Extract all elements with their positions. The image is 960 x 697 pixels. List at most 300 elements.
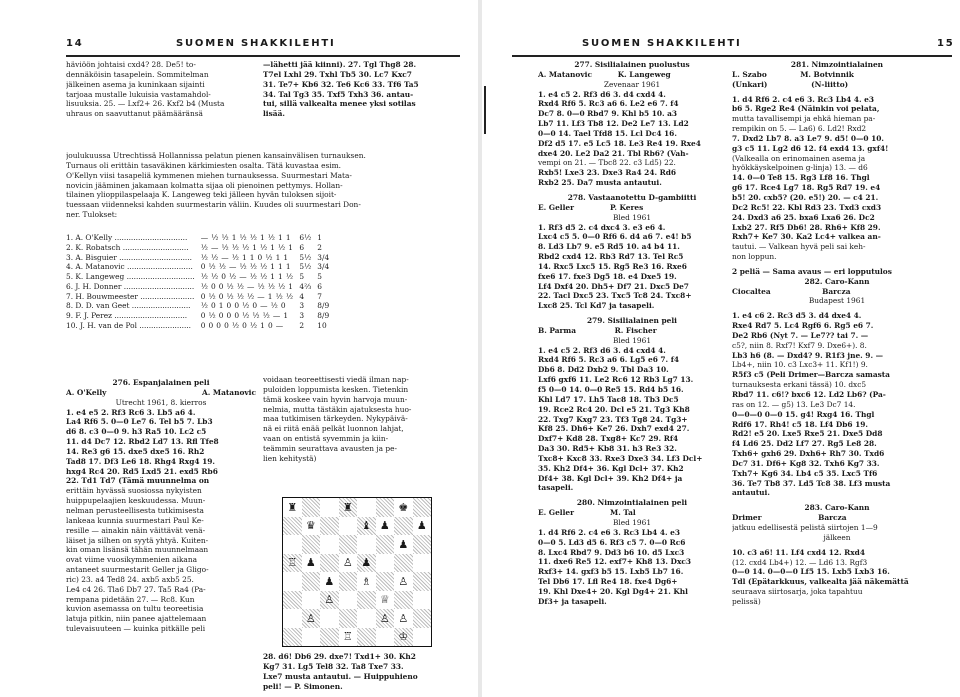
text-line: nelmia, mutta tästäkin ajatuksesta huo- (263, 404, 412, 414)
crosstable-scores: 0 ½ 0 0 0 ½ ½ ½ — 1 (200, 311, 289, 321)
text-line: 8. Lxc4 Rbd7 9. Dd3 b6 10. d5 Lxc3 (538, 547, 685, 557)
text-line: lisuuksia. 25. — Lxf2+ 26. Kxf2 b4 (Musta (66, 99, 225, 109)
crosstable-scores: ½ ½ 0 ½ — ½ ½ 1 1 ½ (200, 272, 294, 282)
board-square (394, 498, 413, 517)
text-line: B. Parma R. Fischer (538, 325, 657, 335)
chess-piece-icon: ♙ (398, 574, 409, 588)
text-line: 1. e4 c5 2. Rf3 d6 3. d4 cxd4 4. (538, 345, 666, 355)
text-line: jälkeinen asema ja kuninkaan sijainti (66, 79, 205, 89)
board-square (302, 517, 321, 536)
text-line: 31. Te7+ Kb6 32. Te6 Kc6 33. Tf6 Ta5 (263, 79, 419, 89)
move-line: 14. Re3 g6 15. dxe5 dxe5 16. Rh2 (66, 446, 205, 456)
board-square (376, 535, 395, 554)
game-title: 281. Nimzointialainen (790, 60, 884, 69)
crosstable-total: 6 (299, 242, 305, 252)
board-square (376, 628, 395, 647)
chess-piece-icon: ♟ (379, 519, 390, 533)
text-line: Rxf3+ 14. gxf3 b5 15. Lxb5 Lb7 16. (538, 567, 684, 577)
text-line: (Valkealla on erinomainen asema ja (732, 153, 866, 163)
board-square (302, 535, 321, 554)
left-col1-top (66, 60, 258, 120)
crosstable-row (63, 272, 332, 282)
text-line: Ciocaltea Barcza (732, 286, 851, 296)
chess-diagram-1 (282, 497, 432, 647)
game-event: Utrecht 1961, 8. kierros (115, 397, 207, 407)
text-line: maa tutkimisen tärkeyden. Nykypäivä- (263, 414, 408, 424)
crosstable-row (63, 233, 332, 243)
text-line: vempi on 21. — Tbc8 22. c3 Ld5) 22. (538, 158, 676, 168)
text-line: Df4+ 38. Kgl Dcl+ 39. Kh2 Df4+ ja (538, 473, 683, 483)
text-line: Lxc4 c5 5. 0—0 Rf6 6. d4 a6 7. e4! b5 (538, 232, 692, 242)
crosstable-row (63, 262, 332, 272)
board-square (320, 554, 339, 573)
board-square (394, 609, 413, 628)
crosstable-total: 4⅔ (299, 281, 312, 291)
text-line: 2 peliä — Sama avaus — eri lopputulos (732, 266, 892, 276)
board-square (413, 609, 432, 628)
text-line: f5 0—0 14. 0—0 Re5 15. Rd4 b5 16. (538, 385, 684, 394)
board-square (302, 609, 321, 628)
crosstable-name: 2. K. Robatsch ............................ (66, 242, 189, 252)
text-line: voidaan teoreettisesti viedä ilman nap- (263, 375, 409, 384)
board-square (357, 628, 376, 647)
text-line: Dc7 31. Df6+ Kg8 32. Txh6 Kg7 33. (732, 458, 880, 468)
crosstable-row (63, 301, 332, 311)
crosstable (63, 233, 332, 331)
text-line: Txh6+ gxh6 29. Dxh6+ Rh7 30. Txd6 (732, 449, 885, 459)
board-square (357, 591, 376, 610)
chess-piece-icon: ♚ (398, 500, 409, 514)
text-line: rempikin on 5. — La6) 6. Ld2! Rxd2 (732, 124, 867, 134)
crosstable-scores: 0 0 0 0 ½ 0 ½ 1 0 — (200, 320, 284, 330)
crosstable-place: 6 (317, 281, 322, 291)
text-line: Tel Db6 17. Lfl Re4 18. fxe4 Dg6+ (538, 577, 678, 587)
text-line: Dc7 8. 0—0 Rbd7 9. Khl b5 10. a3 (538, 109, 678, 119)
crosstable-row (63, 253, 332, 263)
move-line: 22. Td1 Td7 (Tämä muunnelma on (66, 476, 210, 486)
chess-piece-icon: ♟ (305, 556, 316, 570)
text-line: 8. Ld3 Lb7 9. e5 Rd5 10. a4 b4 11. (538, 242, 680, 252)
chess-board-1 (282, 497, 432, 647)
crosstable-name: 6. J. H. Donner .............................. (66, 281, 195, 291)
text-line: (12. cxd4 Lb4+) 12. — Ld6 13. Rgf3 (732, 557, 868, 567)
board-square (394, 591, 413, 610)
crosstable-row (63, 321, 332, 331)
text-line: Df2 d5 17. e5 Lc5 18. Le3 Re4 19. Rxe4 (538, 138, 701, 148)
board-square (302, 498, 321, 517)
board-square (320, 591, 339, 610)
text-line: Lxf6 gxf6 11. Le2 Rc6 12 Rb3 Lg7 13. (538, 375, 694, 385)
text-line: Lb3 h6 (8. — Dxd4? 9. R1f3 jne. 9. — (732, 350, 883, 360)
crosstable-row (63, 243, 332, 253)
chess-piece-icon: ♙ (379, 611, 390, 625)
text-line: nä ei riitä enää pelkät luonnon lahjat, (263, 424, 404, 434)
text-line: vaan on entistä syvemmin ja kiin- (263, 434, 389, 444)
board-square (357, 554, 376, 573)
text-line: Bled 1961 (612, 517, 652, 527)
game-title: 277. Sisilialainen puolustus (574, 60, 690, 69)
text-line: Bled 1961 (612, 335, 652, 345)
game-276 (66, 378, 256, 684)
crosstable-row (63, 311, 332, 321)
text-line: tui, sillä valkealta menee yksi sotilas (263, 99, 416, 109)
crosstable-total: 3 (299, 311, 305, 321)
text-line: 34. Tal Tg3 35. Txf5 Txh3 36. antau- (263, 89, 414, 99)
text-line: 1. d4 Rf6 2. c4 e6 3. Rc3 Lb4 4. e3 (732, 94, 874, 104)
board-square (413, 554, 432, 573)
board-square (376, 609, 395, 628)
board-square (376, 572, 395, 591)
board-square (339, 517, 358, 536)
crosstable-name: 8. D. D. van Geet ......................... (66, 301, 191, 311)
move-line: kuvion asemassa on tultu teoreetisia (66, 604, 204, 614)
move-line: latuja pitkin, niin panee ajattelemaan (66, 614, 207, 624)
header-rule-left (66, 55, 460, 57)
text-line: tämä koskee vain hyvin harvoja muun- (263, 394, 408, 404)
left-col2-top (263, 60, 463, 120)
crosstable-total: 5½ (299, 262, 312, 272)
text-line: 19. Khl Dxe4+ 20. Kgl Dg4+ 21. Khl (538, 586, 688, 596)
move-line: ovat viime vuosikymmenien aikana (66, 555, 197, 565)
board-square (283, 517, 302, 536)
move-line: lankeaa kunnia suurmestari Paul Ke- (66, 515, 204, 525)
board-square (302, 572, 321, 591)
chess-piece-icon: ♙ (342, 556, 353, 570)
crosstable-total: 6½ (299, 233, 312, 242)
crosstable-scores: — ½ ½ 1 ½ ½ 1 ½ 1 1 (200, 233, 291, 242)
board-square (357, 498, 376, 517)
player-black: A. Matanovic (202, 387, 256, 397)
text-line: Rxh7+ Ke7 30. Ka2 Lc4+ valkea an- (732, 232, 881, 242)
board-square (413, 628, 432, 647)
chess-piece-icon: ♔ (398, 630, 409, 644)
text-line: f4 Ld6 25. Dd2 Lf7 27. Rg5 Le8 28. (732, 439, 877, 449)
move-line: 11. d4 Dc7 12. Rbd2 Ld7 13. Rfl Tfe8 (66, 437, 219, 447)
text-line: Rd2! e5 20. Lxe5 Rxe5 21. Dxe5 Dd8 (732, 429, 883, 439)
board-square (357, 572, 376, 591)
board-square (394, 554, 413, 573)
board-square (283, 572, 302, 591)
text-line: 10. c3 a6! 11. Lf4 cxd4 12. Rxd4 (732, 547, 865, 557)
crosstable-scores: ½ 0 0 ½ ½ — ½ ½ ½ 1 (200, 281, 294, 291)
chess-piece-icon: ♗ (361, 574, 372, 588)
board-square (376, 554, 395, 573)
left-page (0, 0, 478, 697)
crosstable-place: 3/4 (317, 262, 330, 272)
text-line: Lf4 Dxf4 20. Dh5+ Df7 21. Dxc5 De7 (538, 281, 689, 291)
crosstable-scores: ½ — ½ ½ ½ 1 ½ 1 ½ 1 (200, 242, 294, 252)
text-line: 7. Dxd2 Lb7 8. a3 Le7 9. d5! 0—0 10. (732, 133, 884, 143)
crosstable-place: 1 (317, 233, 322, 242)
board-square (394, 628, 413, 647)
board-square (283, 535, 302, 554)
text-line: L. Szabo M. Botvinnik (732, 69, 854, 79)
text-line: dxe4 20. Le2 Da2 21. Tbl Rb6? (Vah- (538, 148, 689, 158)
chess-piece-icon: ♜ (287, 500, 298, 514)
crosstable-place: 8/9 (317, 311, 330, 321)
crosstable-place: 8/9 (317, 301, 330, 311)
crosstable-name: 9. F. J. Perez ............................... (66, 311, 188, 321)
board-square (339, 609, 358, 628)
text-line: dennäköisin tasapelein. Sommitelman (66, 69, 209, 79)
text-line: Db6 8. Dd2 Dxb2 9. Tbl Da3 10. (538, 365, 669, 375)
text-line: tilainen ylioppilaspelaaja K. Langeweg teki jälleen hyvän tuloksen sijoit- (66, 190, 337, 200)
move-line: nelman perusteellisesta tutkimisesta (66, 505, 204, 515)
move-line: resille — ainakin näin väittävät venä- (66, 525, 206, 535)
chess-piece-icon: ♟ (398, 537, 409, 551)
text-line: O'Kellyn viisi tasapeliä kymmenen miehen turnauksessa. Suurmestari Mata- (66, 170, 352, 180)
text-line: peli! — P. Simonen. (263, 681, 343, 691)
text-line: joulukuussa Utrechtissä Hollannissa pelatun pienen kansainvälisen turnauksen. (66, 151, 366, 160)
text-line: Tdl (Epätarkkuus, valkealta jää näkemättä (732, 577, 909, 587)
board-square (283, 591, 302, 610)
running-head-left: SUOMEN SHAKKILEHTI (176, 38, 336, 49)
crosstable-scores: 0 ½ 0 ½ ½ ½ — 1 ½ ½ (200, 291, 294, 301)
text-line: 35. Kh2 Df4+ 36. Kgl Dcl+ 37. Kh2 (538, 463, 684, 473)
text-line: 14. Rxc5 Lxc5 15. Rg5 Re3 16. Rxe6 (538, 261, 687, 271)
board-square (302, 554, 321, 573)
text-line: 1. d4 Rf6 2. c4 e6 3. Rc3 Lb4 4. e3 (538, 527, 680, 537)
left-col2-bottom (263, 375, 463, 495)
board-square (320, 535, 339, 554)
crosstable-place: 10 (317, 320, 327, 330)
text-line: jatkuu edellisestä pelistä siirtojen 1—9 (732, 522, 878, 532)
board-square (320, 609, 339, 628)
board-square (376, 591, 395, 610)
chess-piece-icon: ♜ (342, 500, 353, 514)
board-square (283, 609, 302, 628)
board-square (320, 517, 339, 536)
text-line: —lähetti jää kiinni). 27. Tgl Thg8 28. (263, 60, 417, 69)
game-title: 283. Caro-Kann (804, 503, 870, 513)
text-line: Lxe7 musta antautui. — Huippuhieno (263, 671, 418, 681)
text-line: lien kehitystä) (263, 453, 317, 463)
game-title: 279. Sisilialainen peli (586, 316, 677, 326)
text-line: (Unkari) (N-liitto) (732, 79, 849, 89)
text-line: Rbd2 cxd4 12. Rb3 Rd7 13. Tel Rc5 (538, 252, 684, 262)
crosstable-total: 2 (299, 320, 305, 330)
text-line: tarjoaa mustalle lukuisia vastamahdol- (66, 89, 211, 99)
game-title: 282. Caro-Kann (804, 276, 870, 286)
text-line: Txh7+ Kg6 34. Lb4 c5 35. Lxc5 Tf6 (732, 468, 878, 478)
board-square (413, 572, 432, 591)
text-line: Kf8 25. Dh6+ Ke7 26. Dxh7 exd4 27. (538, 424, 690, 434)
header-rule-right (512, 55, 952, 57)
text-line: 0—0 14. 0—0—0 Lf5 15. Lxb5 Lxb3 16. (732, 567, 890, 577)
move-line: huippupelaajien keskuudessa. Muun- (66, 496, 206, 506)
move-line: antaneet suurmestarit Geller ja Gligo- (66, 565, 209, 575)
text-line: 22. Txg7 Kxg7 23. Tf3 Tg8 24. Tg3+ (538, 414, 688, 424)
crosstable-total: 3 (299, 301, 305, 311)
board-square (394, 535, 413, 554)
text-line: g3 c5 11. Lg2 d6 12. f4 exd4 13. gxf4! (732, 143, 889, 153)
text-line: tautui. — Valkean hyvä peli sai keh- (732, 242, 866, 252)
move-line: d6 8. c3 0—0 9. h3 Ra5 10. Lc2 c5 (66, 427, 207, 437)
move-line: kin oman lisänsä tähän muunnelmaan (66, 545, 209, 555)
move-line: hxg4 Rc4 20. Rd5 Lxd5 21. exd5 Rb6 (66, 466, 218, 476)
text-line: De2 Rb6 (Nyt 7. — Le7?? tai 7. — (732, 330, 869, 340)
crosstable-name: 5. K. Langeweg ............................. (66, 272, 195, 282)
board-square (320, 572, 339, 591)
text-line: 24. Dxd3 a6 25. bxa6 Lxa6 26. Dc2 (732, 212, 875, 222)
right-col2 (732, 60, 942, 690)
player-white: A. O'Kelly (66, 387, 107, 397)
move-line: erittäin hyvässä suosiossa nykyisten (66, 486, 202, 496)
text-line: 1. Rf3 d5 2. c4 dxc4 3. e3 e6 4. (538, 222, 666, 232)
text-line: Rxb5! Lxe3 23. Dxe3 Ra4 24. Rd6 (538, 168, 677, 178)
board-square (283, 628, 302, 647)
chess-piece-icon: ♟ (324, 574, 335, 588)
text-line: 14. 0—0 Te8 15. Rg3 Lf8 16. Thgl (732, 173, 870, 183)
text-line: Lxc8 25. Tcl Kd7 ja tasapeli. (538, 301, 655, 311)
text-line: seuraava siirtosarja, joka tapahtuu (732, 587, 863, 597)
text-line: teämmin seurattava avausten ja pe- (263, 443, 398, 453)
text-line: 36. Te7 Tb8 37. Ld5 Tc8 38. Lf3 musta (732, 478, 891, 488)
text-line: Lb4+, niin 10. c3 Lxc3+ 11. Kf1!) 9. (732, 360, 868, 370)
move-line: Le4 c4 26. Tla6 Db7 27. Ta5 Ra4 (Pa- (66, 584, 206, 594)
page-number-left: 14 (66, 38, 84, 49)
move-line: Tad8 17. Df3 Le6 18. Rhg4 Rxg4 19. (66, 456, 215, 466)
intro-paragraph (66, 151, 460, 225)
crosstable-name: 1. A. O'Kelly ............................... (66, 233, 188, 242)
board-square (320, 498, 339, 517)
board-square (339, 535, 358, 554)
text-line: puloiden loppumista kesken. Tietenkin (263, 384, 409, 394)
text-line: Dxf7+ Kd8 28. Txg8+ Kc7 29. Rf4 (538, 434, 679, 444)
text-line: Kg7 31. Lg5 Tel8 32. Ta8 Txe7 33. (263, 661, 404, 671)
chess-piece-icon: ♙ (398, 611, 409, 625)
crosstable-place: 7 (317, 291, 322, 301)
board-square (413, 498, 432, 517)
text-line: mutta tavallisempi ja ehkä hieman pa- (732, 114, 876, 124)
text-line: tasapeli. (538, 483, 574, 493)
text-line: Bled 1961 (612, 212, 652, 222)
text-line: antautui. (732, 488, 770, 498)
text-line: g6 17. Rce4 Lg7 18. Rg5 Rd7 19. e4 (732, 183, 881, 193)
right-page (482, 0, 960, 697)
text-line: novicin jääminen jakamaan kolmatta sijaa oli pienoinen pettymys. Hollan- (66, 180, 343, 190)
text-line: Rbd7 11. c6!? bxc6 12. Ld2 Lb6? (Pa- (732, 390, 886, 399)
text-line: pelissä) (732, 596, 761, 606)
chess-piece-icon: ♙ (305, 611, 316, 625)
text-line: non loppun. (732, 252, 777, 262)
crosstable-row (63, 292, 332, 302)
text-line: Da3 30. Rd5+ Kb8 31. h3 Re3 32. (538, 444, 677, 454)
text-line: tuessaan viidenneksi kahden suurmestarin väliin. Kuudes oli suurmestari Don- (66, 200, 361, 210)
text-line: Rxe4 Rd7 5. Lc4 Rgf6 6. Rg5 e6 7. (732, 321, 874, 331)
right-col1 (538, 60, 726, 690)
text-line: 1. e4 c6 2. Rc3 d5 3. d4 dxe4 4. (732, 311, 862, 321)
crosstable-name: 4. A. Matanovic ............................ (66, 262, 193, 272)
chess-piece-icon: ♝ (361, 519, 372, 533)
text-line: fxe6 17. fxe3 Dg5 18. e4 Dxe5 19. (538, 271, 677, 281)
board-square (339, 554, 358, 573)
text-line: c5?, niin 8. Rxf7! Kxf7 9. Dxe6+). 8. (732, 340, 867, 350)
move-line: 1. e4 e5 2. Rf3 Rc6 3. Lb5 a6 4. (66, 407, 196, 417)
board-square (413, 591, 432, 610)
text-line: Drimer Barcza (732, 513, 847, 523)
crosstable-scores: 0 ½ ½ — ½ ½ ½ 1 1 1 (200, 262, 291, 272)
text-line: uhraus on saavuttanut päämääränsä (66, 109, 203, 119)
text-line: T7el Lxhl 29. Txhl Tb5 30. Lc7 Kxc7 (263, 69, 412, 79)
chess-piece-icon: ♟ (416, 519, 427, 533)
chess-piece-icon: ♕ (379, 593, 390, 607)
board-square (357, 535, 376, 554)
crosstable-name: 10. J. H. van de Pol ...................... (66, 320, 191, 330)
board-square (357, 609, 376, 628)
board-square (394, 517, 413, 536)
text-line: Rxb2 25. Da7 musta antautui. (538, 178, 662, 188)
text-line: 1. e4 c5 2. Rf3 d6 3. d4 cxd4 4. (538, 89, 666, 99)
crosstable-place: 2 (317, 242, 322, 252)
text-line: Zevenaar 1961 (603, 79, 661, 89)
text-line: Dc2 Rc5! 22. Kbl Rd3 23. Txd3 cxd3 (732, 202, 882, 212)
text-line: Khl Ld7 17. Lh5 Tac8 18. Tb3 Dc5 (538, 394, 679, 404)
board-square (339, 572, 358, 591)
chess-piece-icon: ♖ (342, 630, 353, 644)
move-line: läiset ja silhen on syytä yhtyä. Kuiten- (66, 535, 209, 545)
text-line: turnauksesta erkani tässä) 10. dxc5 (732, 380, 867, 390)
crosstable-total: 4 (299, 291, 305, 301)
board-square (413, 535, 432, 554)
board-square (320, 628, 339, 647)
crosstable-row (63, 282, 332, 292)
crosstable-scores: ½ ½ — ½ 1 1 0 ½ 1 1 (200, 252, 289, 262)
text-line: jälkeen (823, 532, 851, 542)
crosstable-name: 7. H. Bouwmeester ....................... (66, 291, 195, 301)
text-line: 0—0—0 0—0 15. g4! Rxg4 16. Thgl (732, 409, 875, 419)
section-title (66, 137, 460, 150)
board-square (339, 591, 358, 610)
board-square (376, 498, 395, 517)
text-line: E. Geller M. Tal (538, 508, 636, 518)
chess-piece-icon: ♛ (305, 519, 316, 533)
move-line: ric) 23. a4 Ted8 24. axb5 axb5 25. (66, 574, 194, 584)
board-square (413, 517, 432, 536)
running-head-right: SUOMEN SHAKKILEHTI (582, 38, 742, 49)
move-line: La4 Rf6 5. 0—0 Le7 6. Tel b5 7. Lb3 (66, 417, 213, 427)
game-title: 280. Nimzointialainen peli (576, 498, 688, 508)
text-line: 28. d6! Db6 29. dxe7! Txd1+ 30. Kh2 (263, 652, 416, 661)
text-line: Lxb2 27. Rf5 Db6! 28. Rh6+ Kf8 29. (732, 222, 881, 232)
text-line: R5f3 c5 (Peli Drimer—Barcza samasta (732, 370, 890, 380)
board-square (339, 628, 358, 647)
text-line: 0—0 5. Ld3 d5 6. Rf3 c5 7. 0—0 Rc6 (538, 537, 686, 547)
page-number-right: 15 (937, 38, 955, 49)
text-line: ner. Tulokset: (66, 210, 118, 220)
move-line: tulevaisuuteen — kuinka pitkälle peli (66, 624, 206, 634)
board-square (302, 628, 321, 647)
crosstable-total: 5 (299, 272, 305, 282)
text-line: Lb7 11. Lf3 Tb8 12. De2 Le7 13. Ld2 (538, 119, 689, 129)
game-title: 278. Vastaanotettu D-gambiitti (567, 192, 697, 202)
text-line: Rxd4 Rf6 5. Rc3 a6 6. Le2 e6 7. f4 (538, 99, 679, 109)
text-line: b6 5. Rge2 Re4 (Näinkin voi pelata, (732, 104, 880, 114)
board-square (283, 498, 302, 517)
board-square (357, 517, 376, 536)
text-line: Rxd4 Rf6 5. Rc3 a6 6. Lg5 e6 7. f4 (538, 355, 680, 365)
game-players (66, 388, 256, 398)
text-line: 19. Rce2 Rc4 20. Dcl e5 21. Tg3 Kh8 (538, 404, 690, 414)
crosstable-place: 3/4 (317, 252, 330, 262)
board-square (283, 554, 302, 573)
text-line: Budapest 1961 (808, 296, 866, 306)
crosstable-place: 5 (317, 272, 322, 282)
crosstable-scores: ½ 0 1 0 0 ½ 0 — ½ 0 (200, 301, 286, 311)
text-line: b5! 20. cxb5? (20. e5!) 20. — c4 21. (732, 192, 879, 202)
board-square (376, 517, 395, 536)
text-line: Rdf6 17. Rh4! c5 18. Lf4 Db6 19. (732, 419, 868, 429)
